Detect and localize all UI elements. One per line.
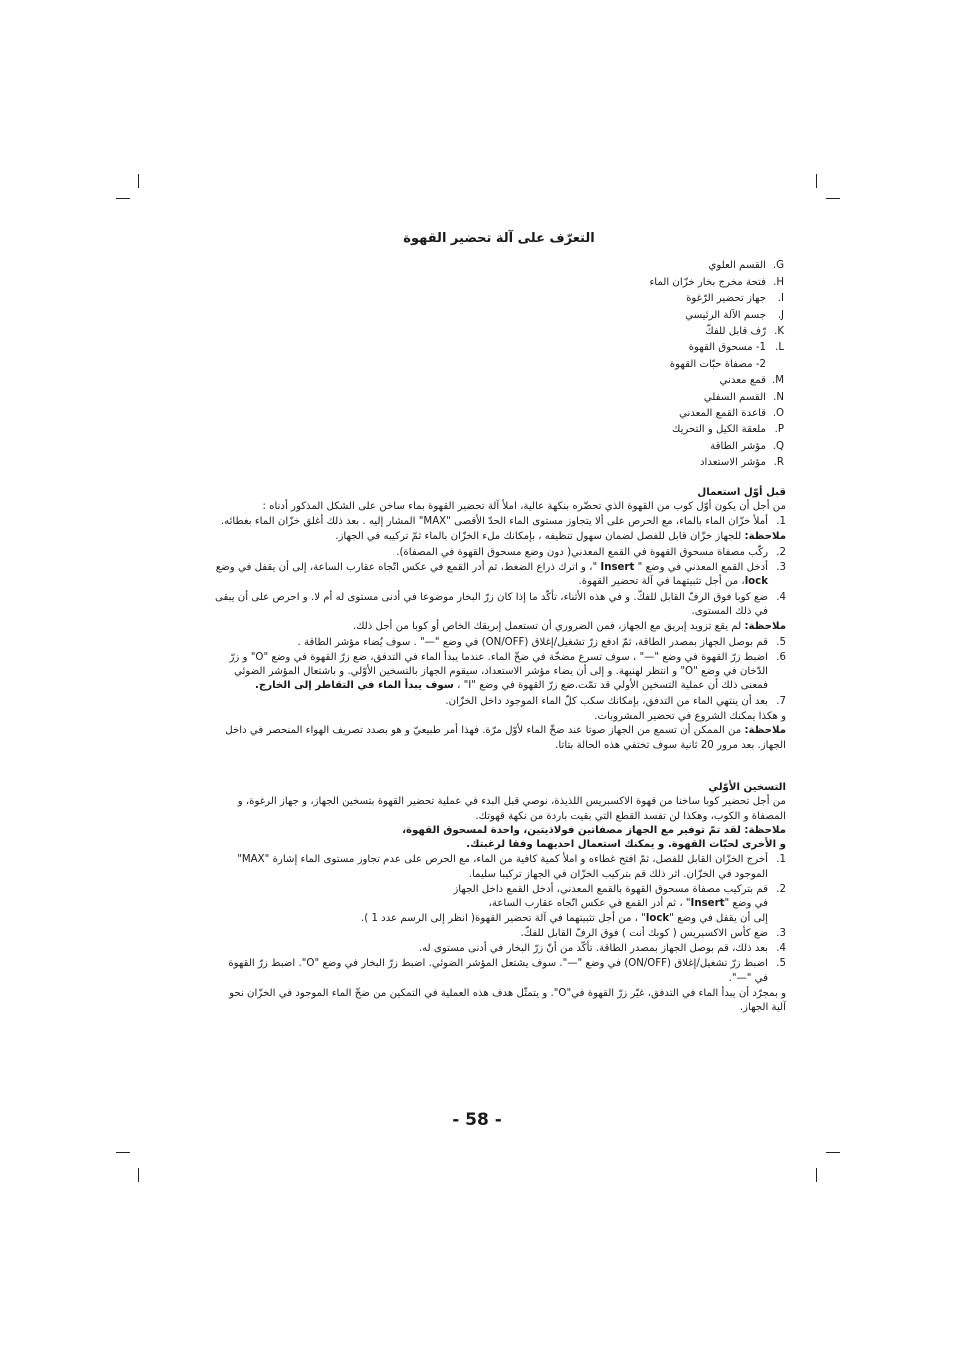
crop-mark bbox=[816, 174, 817, 188]
list-item: 3. ضع كأس الاكسبريس ( كوبك أنت ) فوق الرفّ القابل للفكّ. bbox=[520, 927, 786, 939]
list-item: 7. بعد أن ينتهي الماء من التدفق، بإمكانك سكب كلّ الماء الموجود داخل الخزّان. bbox=[445, 695, 786, 707]
list-item: H. فتحة مخرج بخار خزّان الماء bbox=[649, 276, 784, 288]
note: ملاحظة: لم يقع تزويد إبريق مع الجهاز، فمن الضروري أن تستعمل إبريقك الخاص أو كوبا من أجل ذلك. bbox=[352, 621, 786, 633]
document-page bbox=[212, 232, 786, 1016]
note: ملاحظة: من الممكن أن تسمع من الجهاز صوتا عند ضخّ الماء لأوّل مرّة. فهذا أمر طبيعيّ و هو بصدد تصريف الهواء المنحصر في داخل الجهاز. بعد مرور 20 ثانية سوف تختفي هذه الحالة بتاتا. bbox=[225, 725, 786, 751]
crop-mark bbox=[826, 1152, 840, 1153]
list-item: P. ملعقة الكيل و التحريك bbox=[672, 424, 784, 436]
list-item: R. مؤشر الاستعداد bbox=[700, 457, 784, 469]
list-item: 2- مصفاة حبّات القهوة bbox=[669, 358, 766, 370]
page-title: التعرّف على آلة تحضير القهوة bbox=[403, 231, 595, 246]
list-item: 4. بعد ذلك، قم بوصل الجهاز بمصدر الطاقة. تأكّد من أنّ زرّ البخار في أدنى مستوى له. bbox=[418, 943, 786, 955]
list-item: N. القسم السفلي bbox=[703, 391, 784, 403]
list-item: I. جهاز تحضير الرّغوة bbox=[686, 293, 784, 305]
list-item: 2. قم بتركيب مصفاة مسحوق القهوة بالقمع المعدني، أدخل القمع داخل الجهاز في وضع "Insert" ، ثم أدر القمع في عكس اتّجاه عقارب الساعة، إلى أن يقفل في وضع "lock" ، من أجل تثبيتهما في آلة تحضير القهوة( انظر إلى الرسم عدد 1 ). bbox=[361, 884, 786, 924]
crop-mark bbox=[816, 1168, 817, 1182]
list-item: K. رّف قابل للفكّ bbox=[705, 325, 784, 337]
list-item: G. القسم العلوي bbox=[708, 260, 784, 272]
list-item: 5. اضبط زرّ تشغيل/إغلاق (ON/OFF) في وضع "—". سوف يشتعل المؤشر الضوئي. اضبط زرّ البخار في وضع "O". اضبط زرّ القهوة في "—". bbox=[228, 958, 786, 984]
list-item: M. قمع معدني bbox=[719, 375, 784, 387]
list-item: 6. اضبط زرّ القهوة في وضع "—" ، سوف تسرع مضخّة في ضخّ الماء. عندما يبدأ الماء في التدفق، ضع زرّ القهوة في وضع "O" و زرّ الدّخان في وضع "O" و انتظر لهنيهة. و إلى أن يضاء مؤشر الاستعداد، سيقوم الجهاز بالتسخين الأوّلي. و باشتعال المؤشر الضوئي فمعنى ذلك أن عملية التسخين الأولي قد تمّت.ضع زرّ القهوة في وضع "I" ، سوف يبدأ الماء في التقاطر إلى الخارج. bbox=[229, 651, 786, 692]
list-item: 4. ضع كوبا فوق الرفّ القابل للفكّ. و في هذه الأثناء، تأكّد ما إذا كان زرّ البخار موضوعا في أدنى مستوى له أم لا. و احرص على أن يبقى في ذلك المستوى. bbox=[214, 591, 786, 617]
page-number: - 58 - bbox=[452, 1110, 502, 1130]
list-item: 5. قم بوصل الجهاز بمصدر الطاقة، ثمّ ادفع زرّ تشغيل/إغلاق (ON/OFF) في وضع "—" . سوف يُضاء مؤشر الطاقة . bbox=[297, 636, 786, 648]
paragraph: و بمجرّد أن يبدأ الماء في التدفق، غيّر زرّ القهوة في"O". و يتمثّل هدف هذه العملية في التمكين من ضخّ الماء الموجود في الخزّان نحو آلية الجهاز. bbox=[229, 988, 786, 1014]
crop-mark bbox=[116, 198, 130, 199]
list-item: J. جسم الآلة الرئيسي bbox=[685, 309, 784, 321]
list-item: Q. مؤشر الطاقة bbox=[710, 440, 784, 452]
paragraph: من أجل تحضير كوبا ساخنا من قهوة الاكسبريس اللذيذة، نوصي قبل البدء في عملية تحضير القهوة بتسخين الجهاز، و جهاز الرغوة، و المصفاة و الكوب، وهكذا لن تفسد القطع التي بقيت باردة من نكهة قهوتك. bbox=[237, 796, 786, 822]
crop-mark bbox=[138, 1168, 139, 1182]
section-heading: قبل أوّل استعمال bbox=[697, 486, 786, 498]
list-item: 2. ركّب مصفاة مسحوق القهوة في القمع المعدني( دون وضع مسحوق القهوة في المصفاة). bbox=[396, 546, 786, 558]
list-item: 3. أدخل القمع المعدني في وضع " Insert "، و اترك ذراع الضغط، ثم أدر القمع في عكس اتّجاه عقارب الساعة، إلى أن يقفل في وضع lock، من أجل تثبيتهما في آلة تحضير القهوة. bbox=[215, 562, 786, 588]
list-item: 1. أخرج الخزّان القابل للفصل، ثمّ افتح غطاءه و املأ كمية كافية من الماء، مع الحرص على عدم تجاوز مستوى الماء إشارة "MAX" الموجود في الخزّان. اثر ذلك قم بتركيب الخزّان في الجهاز تركيبا سليما. bbox=[237, 854, 786, 880]
section-heading: التسخين الأوّلي bbox=[708, 781, 786, 793]
crop-mark bbox=[826, 198, 840, 199]
paragraph: من أجل أن يكون أوّل كوب من القهوة الذي تحضّره بنكهة عالية، املأ آلة تحضير القهوة بماء ساخن على الشكل المذكور أدناه : bbox=[262, 500, 786, 512]
crop-mark bbox=[116, 1152, 130, 1153]
paragraph: و هكذا يمكنك الشروع في تحضير المشروبات. bbox=[594, 711, 786, 723]
note: ملاحظة: للجهاز خزّان قابل للفصل لضمان سهول تنظيفه ، بإمكانك ملء الخزّان بالماء ثمّ تركيبه في الجهاز. bbox=[335, 531, 786, 543]
crop-mark bbox=[138, 174, 139, 188]
note: ملاحظة: لقد تمّ توفير مع الجهاز مصفاتين فولاذيتين، واحدة لمسحوق القهوة، bbox=[402, 824, 786, 836]
list-item: L. 1- مسحوق القهوة bbox=[688, 342, 784, 354]
list-item: 1. أملأ خزّان الماء بالماء، مع الحرص على ألا يتجاوز مستوى الماء الحدّ الأقصى "MAX" المشار إليه . بعد ذلك أغلق خزّان الماء بغطائه. bbox=[220, 516, 786, 528]
parts-list bbox=[212, 258, 786, 471]
list-item: O. قاعدة القمع المعدني bbox=[678, 407, 784, 419]
note: و الأخرى لحبّات القهوة. و يمكنك استعمال احديهما وفقا لرغبتك. bbox=[466, 839, 786, 851]
